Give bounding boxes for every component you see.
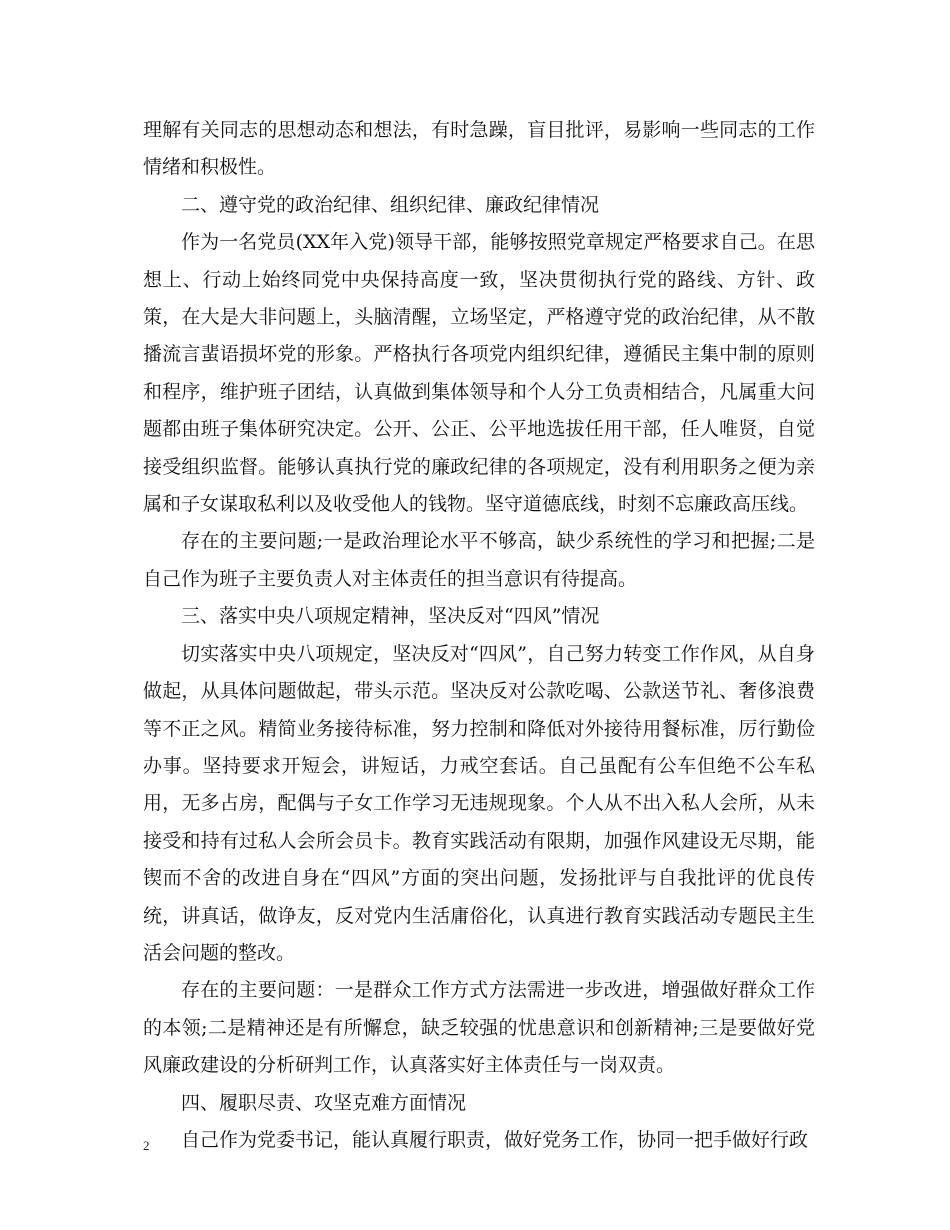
paragraph-discipline-details: 作为一名党员(XX年入党)领导干部，能够按照党章规定严格要求自己。在思想上、行动上始终同党中央保持高度一致，坚决贯彻执行党的路线、方针、政策，在大是大非问题上，头脑清醒，立场坚定，严格遵守党的政治纪律，从不散播流言蜚语损坏党的形象。严格执行各项党内组织纪律，遵循民主集中制的原则和程序，维护班子团结，认真做到集体领导和个人分工负责相结合，凡属重大问题都由班子集体研究决定。公开、公正、公平地选拔任用干部，任人唯贤，自觉接受组织监督。能够认真执行党的廉政纪律的各项规定，没有利用职务之便为亲属和子女谋取私利以及收受他人的钱物。坚守道德底线，时刻不忘廉政高压线。 [143,231,815,516]
page-number: 2 [143,1138,150,1153]
section-heading-eight-regulations: 三、落实中央八项规定精神，坚决反对“四风”情况 [181,605,600,628]
paragraph-discipline-problems: 存在的主要问题;一是政治理论水平不够高，缺少系统性的学习和把握;二是自己作为班子主要负责人对主体责任的担当意识有待提高。 [143,530,815,590]
section-heading-duty-performance: 四、履职尽责、攻坚克难方面情况 [181,1091,467,1114]
paragraph-continued-text: 理解有关同志的思想动态和想法，有时急躁，盲目批评，易影响一些同志的工作情绪和积极性。 [143,119,815,179]
paragraph-eight-regulations-details: 切实落实中央八项规定，坚决反对“四风”，自己努力转变工作作风，从自身做起，从具体问题做起，带头示范。坚决反对公款吃喝、公款送节礼、奢侈浪费等不正之风。精简业务接待标准，努力控制和降低对外接待用餐标准，厉行勤俭办事。坚持要求开短会，讲短话，力戒空套话。自己虽配有公车但绝不公车私用，无多占房，配偶与子女工作学习无违规现象。个人从不出入私人会所，从未接受和持有过私人会所会员卡。教育实践活动有限期，加强作风建设无尽期，能锲而不舍的改进自身在“四风”方面的突出问题，发扬批评与自我批评的优良传统，讲真话，做诤友，反对党内生活庸俗化，认真进行教育实践活动专题民主生活会问题的整改。 [143,642,815,964]
paragraph-duty-performance-details: 自己作为党委书记，能认真履行职责，做好党务工作，协同一把手做好行政 [181,1128,809,1151]
section-heading-political-discipline: 二、遵守党的政治纪律、组织纪律、廉政纪律情况 [181,193,600,216]
paragraph-eight-regulations-problems: 存在的主要问题：一是群众工作方式方法需进一步改进，增强做好群众工作的本领;二是精神还是有所懈怠，缺乏较强的忧患意识和创新精神;三是要做好党风廉政建设的分析研判工作，认真落实好主体责任与一岗双责。 [143,979,815,1077]
document-body [143,112,815,1159]
